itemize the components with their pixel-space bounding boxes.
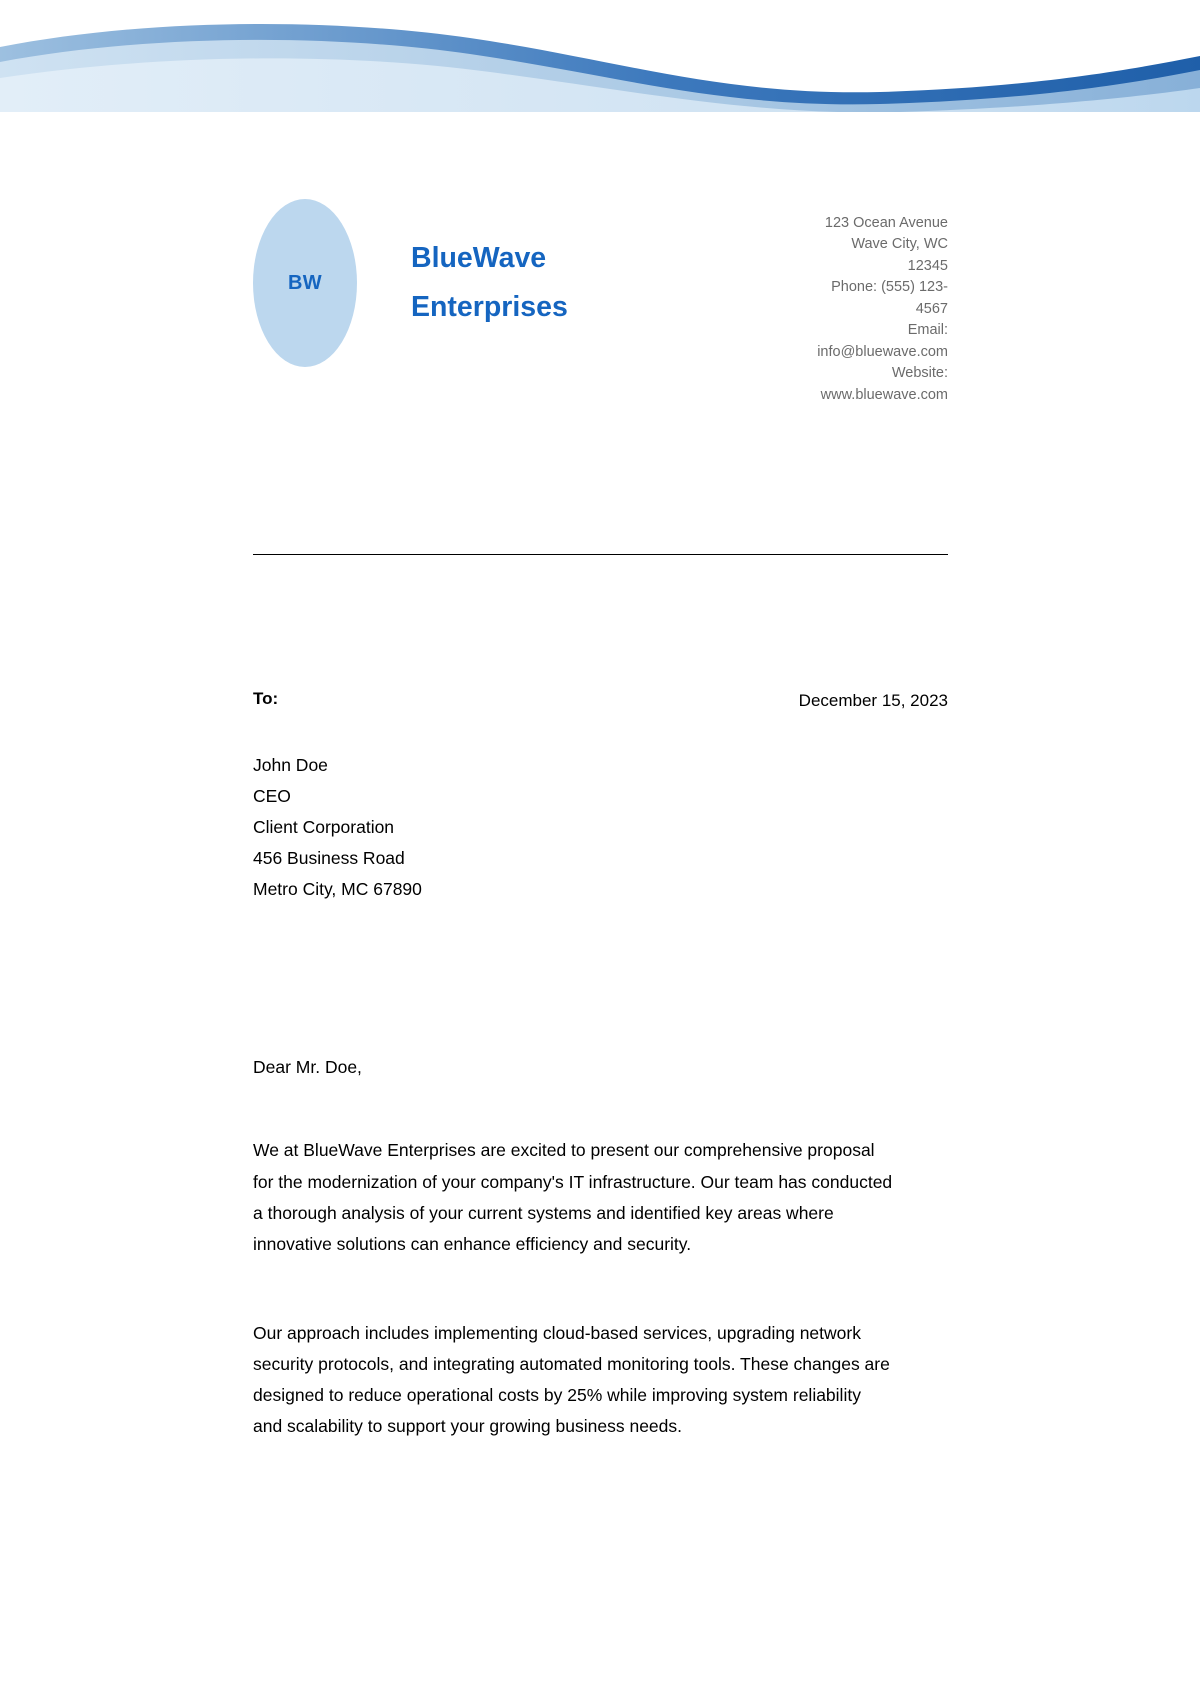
- company-contact-block: [758, 199, 948, 406]
- contact-line: Wave City, WC: [851, 236, 948, 253]
- brand-block: [253, 199, 611, 367]
- company-logo-initials: BW: [288, 271, 322, 294]
- contact-website: www.bluewave.com: [820, 386, 948, 403]
- letterhead: [253, 0, 948, 406]
- recipient-date-row: [253, 686, 948, 717]
- contact-line: Website:: [891, 365, 948, 382]
- letter-body: [253, 1135, 948, 1442]
- recipient-city: Metro City, MC 67890: [253, 879, 422, 900]
- contact-line: Email:: [907, 322, 948, 339]
- recipient-title: CEO: [253, 785, 291, 806]
- recipient-name: John Doe: [253, 754, 328, 775]
- letter-date: December 15, 2023: [798, 691, 948, 711]
- company-logo: [253, 199, 357, 367]
- body-paragraph: We at BlueWave Enterprises are excited to present our comprehensive proposal for the modernization of your company's IT infrastructure. Our team has conducted a thorough analysis of your current systems and identified key areas where innovative solutions can enhance efficiency and security.: [253, 1140, 893, 1254]
- body-paragraph: Our approach includes implementing cloud-based services, upgrading network security protocols, and integrating automated monitoring tools. These changes are designed to reduce operational costs by 25% while improving system reliability and scalability to support your growing business needs.: [253, 1322, 890, 1437]
- contact-line: 4567: [915, 300, 948, 317]
- company-name: BlueWave Enterprises: [411, 241, 568, 323]
- recipient-street: 456 Business Road: [253, 848, 405, 869]
- contact-line: Phone: (555) 123-: [831, 279, 948, 296]
- recipient-company: Client Corporation: [253, 816, 395, 837]
- header-divider: [253, 554, 948, 555]
- salutation: Dear Mr. Doe,: [253, 1057, 362, 1078]
- contact-line: 123 Ocean Avenue: [824, 215, 948, 231]
- to-label: To:: [253, 689, 279, 709]
- recipient-address: [253, 750, 948, 906]
- contact-line: 12345: [907, 257, 948, 274]
- contact-email: info@bluewave.com: [817, 343, 948, 360]
